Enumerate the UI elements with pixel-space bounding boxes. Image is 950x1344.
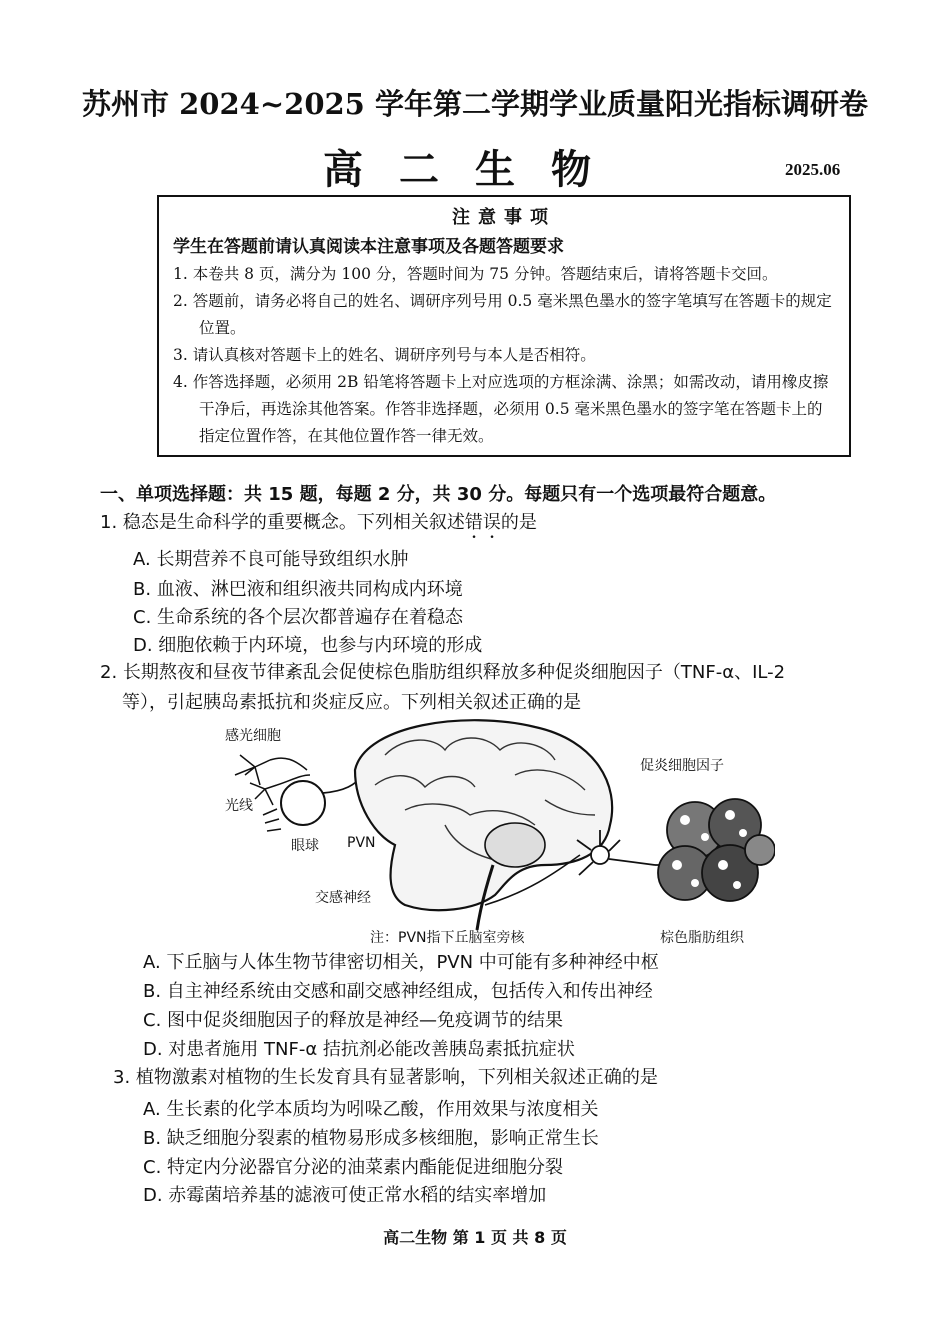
notice-item: 1. 本卷共 8 页，满分为 100 分，答题时间为 75 分钟。答题结束后，请将答题卡交回。 [173, 265, 778, 283]
notice-item: 3. 请认真核对答题卡上的姓名、调研序列号与本人是否相符。 [173, 346, 596, 364]
notice-item: 4. 作答选择题，必须用 2B 铅笔将答题卡上对应选项的方框涂满、涂黑；如需改动，请用橡皮擦干净后，再选涂其他答案。作答非选择题，必须用 0.5 毫米黑色墨水的签字笔在答题卡上的指定位置作答，在其他位置作答一律无效。 [173, 373, 829, 445]
page-footer: 高二生物 第 1 页 共 8 页 [383, 1228, 567, 1247]
question-2-option-d: D. 对患者施用 TNF-α 拮抗剂必能改善胰岛素抵抗症状 [143, 1039, 575, 1060]
question-3-stem-text: 3. 植物激素对植物的生长发育具有显著影响，下列相关叙述正确的是 [113, 1067, 658, 1088]
question-1-stem [100, 508, 870, 543]
notice-title: 注意事项 [452, 207, 556, 228]
question-1-option-d: D. 细胞依赖于内环境，也参与内环境的形成 [133, 635, 483, 656]
question-3-option-a: A. 生长素的化学本质均为吲哚乙酸，作用效果与浓度相关 [143, 1099, 599, 1120]
question-1-option-a: A. 长期营养不良可能导致组织水肿 [133, 549, 409, 570]
label-cytokines: 促炎细胞因子 [640, 758, 724, 774]
brain-fat-diagram [215, 715, 775, 945]
figure-note: 注：PVN指下丘脑室旁核 [370, 930, 525, 946]
question-2-option-b: B. 自主神经系统由交感和副交感神经组成，包括传入和传出神经 [143, 981, 653, 1002]
question-3-option-d: D. 赤霉菌培养基的滤液可使正常水稻的结实率增加 [143, 1185, 547, 1206]
notice-item: 2. 答题前，请务必将自己的姓名、调研序列号用 0.5 毫米黑色墨水的签字笔填写在答题卡的规定位置。 [173, 292, 832, 337]
label-pvn: PVN [347, 835, 376, 851]
question-3-stem [113, 1063, 883, 1093]
question-1-stem-a: 1. 稳态是生命科学的重要概念。下列相关叙述 [100, 512, 465, 533]
label-photoreceptor: 感光细胞 [225, 728, 281, 744]
question-3-option-c: C. 特定内分泌器官分泌的油菜素内酯能促进细胞分裂 [143, 1157, 564, 1178]
question-1-stem-b: 的是 [500, 512, 537, 533]
brown-fat-illustration [658, 799, 775, 901]
question-3-option-b: B. 缺乏细胞分裂素的植物易形成多核细胞，影响正常生长 [143, 1128, 599, 1149]
question-1-option-b: B. 血液、淋巴液和组织液共同构成内环境 [133, 579, 463, 600]
question-2-stem-line2: 等），引起胰岛素抵抗和炎症反应。下列相关叙述正确的是 [122, 692, 581, 713]
subject-title: 高二生物 [323, 146, 627, 193]
eyeball-illustration [281, 781, 325, 825]
question-2-stem-line1: 2. 长期熬夜和昼夜节律紊乱会促使棕色脂肪组织释放多种促炎细胞因子（TNF-α、IL-2 [100, 662, 786, 683]
question-1-option-c: C. 生命系统的各个层次都普遍存在着稳态 [133, 607, 464, 628]
label-sympathetic: 交感神经 [315, 890, 371, 906]
exam-title: 苏州市 2024~2025 学年第二学期学业质量阳光指标调研卷 [82, 87, 868, 121]
question-2-stem [100, 658, 870, 718]
section-heading: 一、单项选择题：共 15 题，每题 2 分，共 30 分。每题只有一个选项最符合题意。 [100, 484, 777, 505]
label-eyeball: 眼球 [291, 838, 319, 854]
question-1-emphasis: 错误 [464, 512, 501, 533]
question-2-option-a: A. 下丘脑与人体生物节律密切相关，PVN 中可能有多种神经中枢 [143, 952, 659, 973]
question-2-option-c: C. 图中促炎细胞因子的释放是神经—免疫调节的结果 [143, 1010, 564, 1031]
light-rays-illustration [263, 809, 281, 831]
notice-subtitle: 学生在答题前请认真阅读本注意事项及各题答题要求 [173, 237, 564, 257]
label-light: 光线 [225, 798, 253, 814]
question-2-figure [215, 715, 775, 945]
notice-box [157, 195, 851, 457]
label-brown-fat: 棕色脂肪组织 [660, 930, 744, 946]
exam-date: 2025.06 [785, 160, 841, 179]
